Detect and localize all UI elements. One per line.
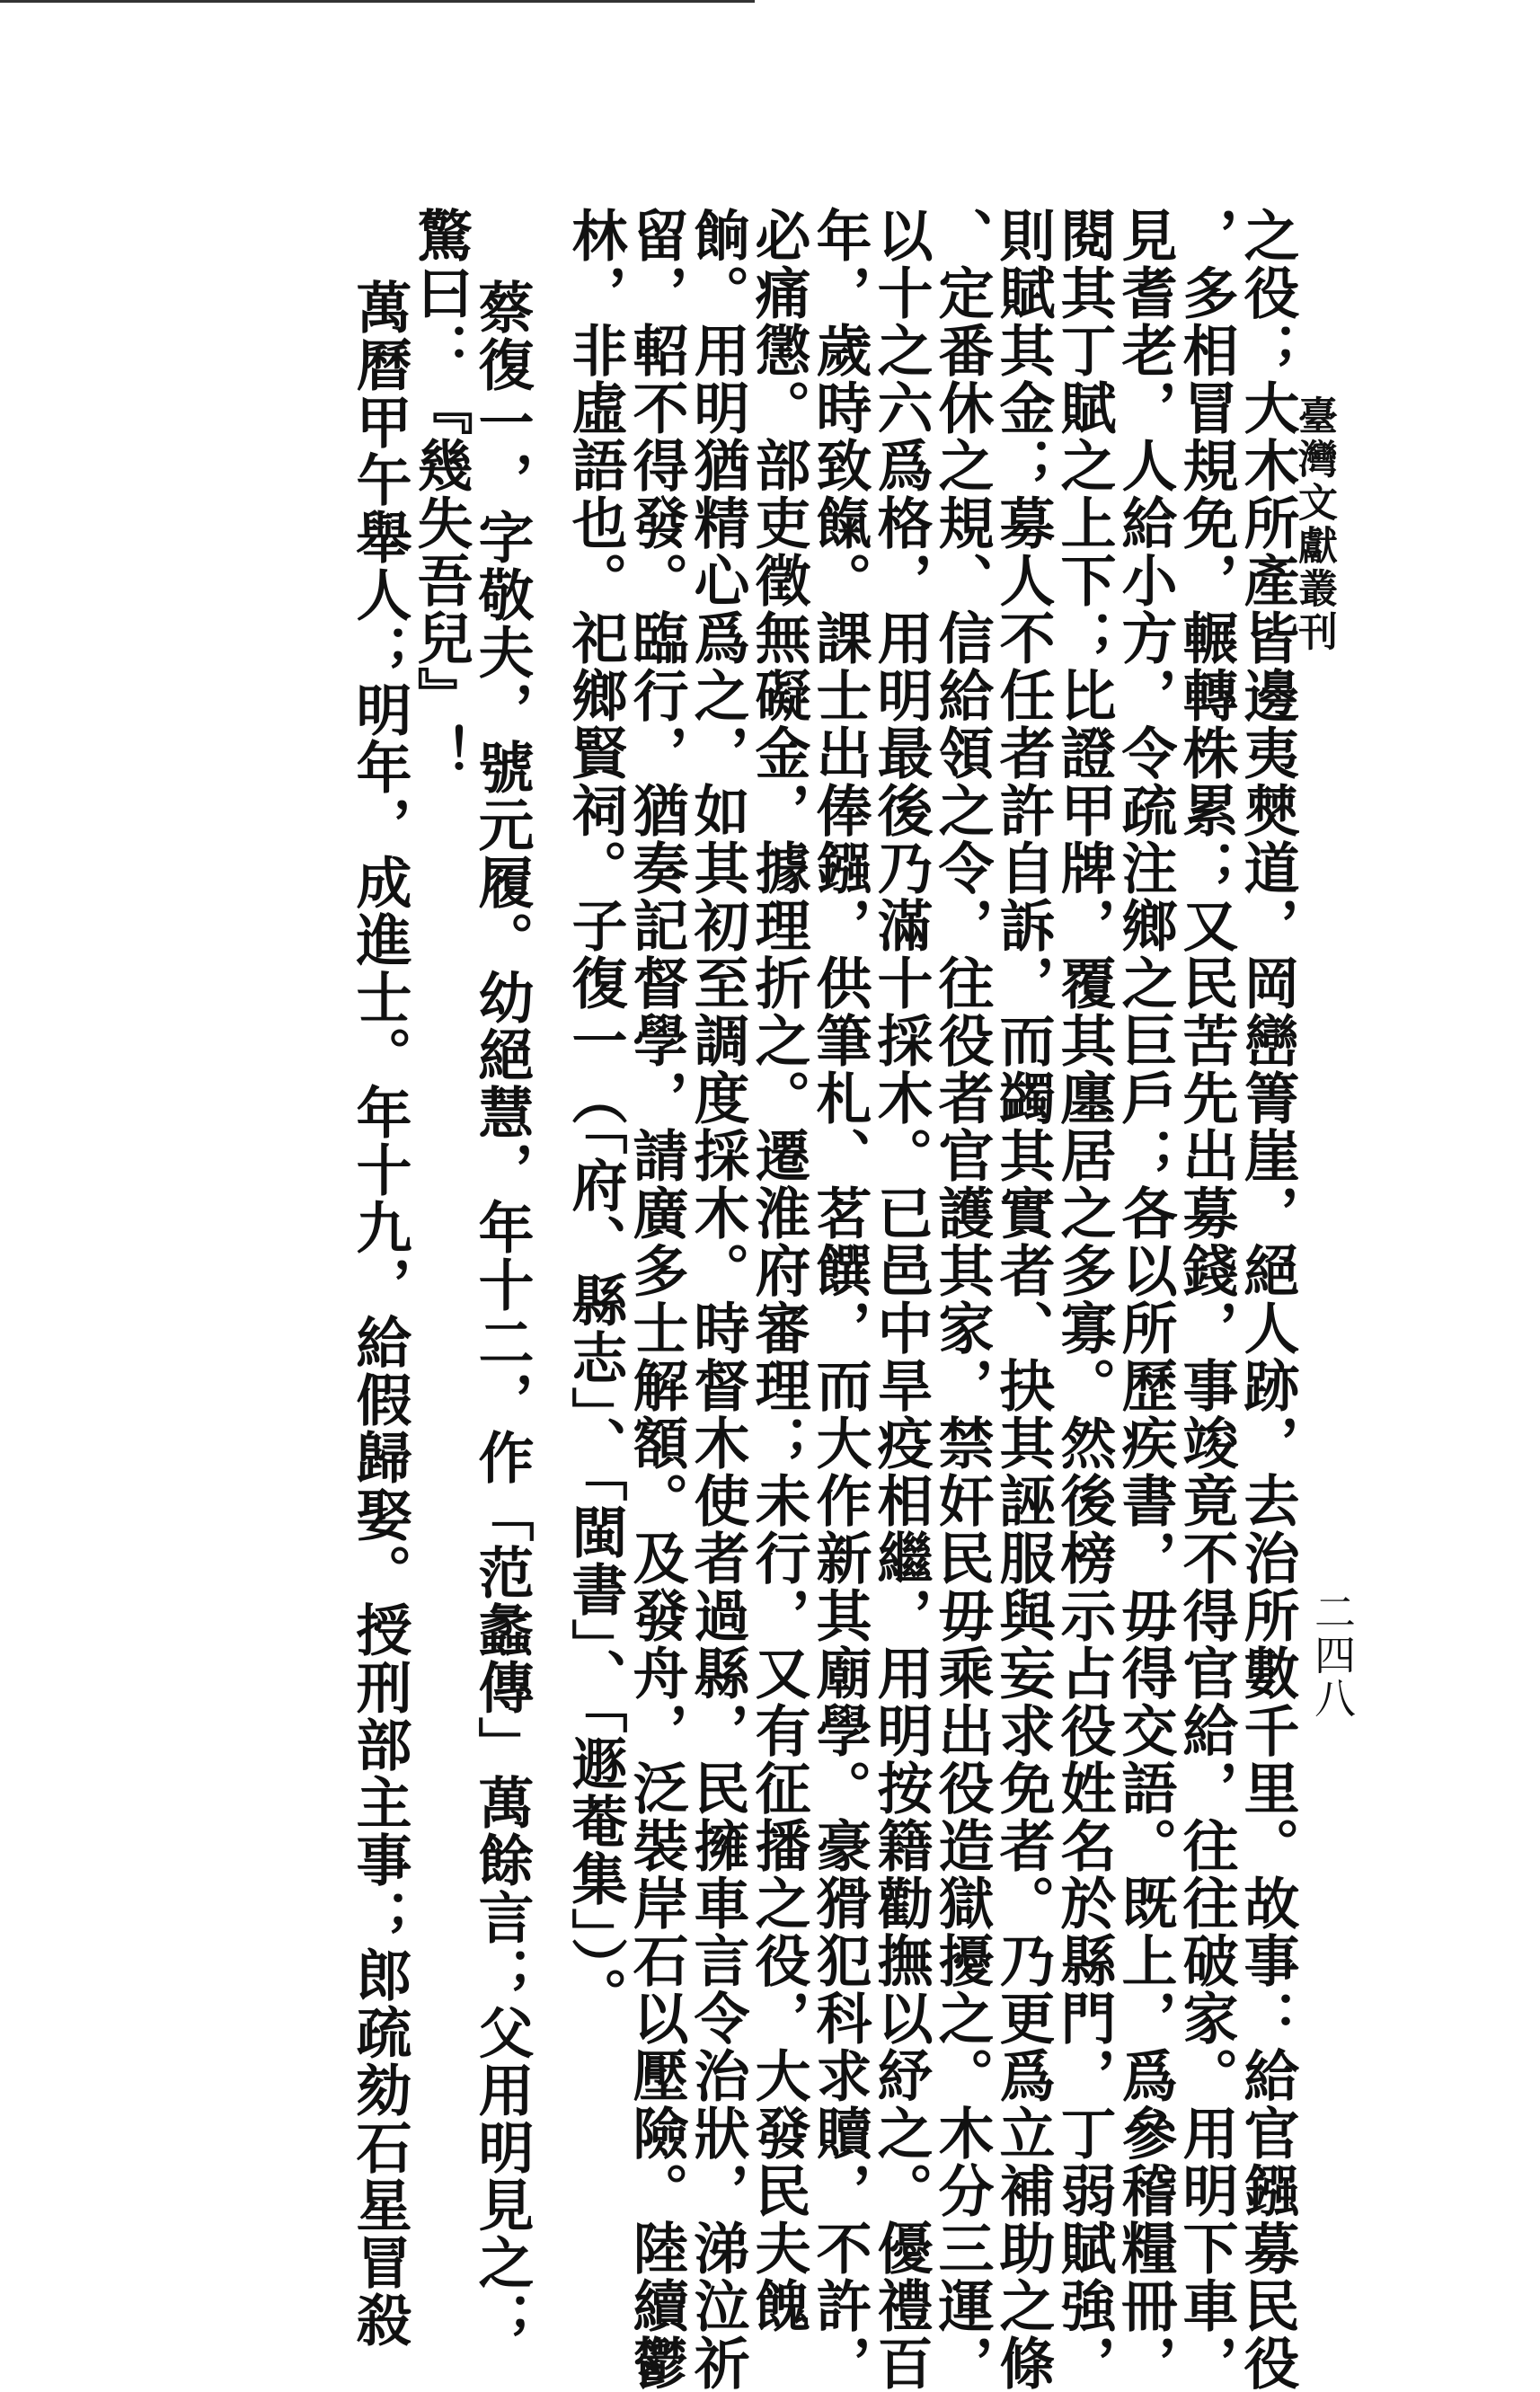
text-column: 蔡復一，字敬夫，號元履。幼絕慧，年十二，作「范蠡傳」萬餘言；父用明見之； xyxy=(469,279,535,2349)
text-column: 留，軺不得發。臨行，猶奏記督學，請廣多士解額。及發舟，泛裝岸石以壓險。陸續鬱 xyxy=(624,207,689,2392)
text-column: 見耆老，人給小方，令疏注鄉之巨戶；各以所歷疾書，毋得交語。既上，爲參稽糧冊， xyxy=(1112,207,1178,2392)
text-column: 必痛懲。部吏徵無礙金，據理折之。遷淮府審理；未行，又有征播之役，大發民夫餽 xyxy=(746,207,811,2334)
text-column: 驚曰：『幾失吾兒』！ xyxy=(408,207,474,782)
text-column: 、定番休之規、信給領之令，往役者官護其家，禁奸民毋乘出役造獄擾之。木分三運， xyxy=(929,207,995,2392)
top-border-rule xyxy=(0,0,755,3)
paragraph-gap xyxy=(532,207,564,2130)
text-column: 之役；大木所產皆邊夷僰道，岡巒箐崖，絕人跡，去治所數千里。故事：給官鏹募民役 xyxy=(1235,207,1300,2392)
running-head: 臺灣文獻叢刊 xyxy=(1291,395,1337,654)
page-number: 二四八 xyxy=(1308,1590,1357,1720)
body-text xyxy=(347,207,1300,2392)
text-column: 年，歲時致餼。課士出俸鏹，供筆札、茗饌，而大作新其廟學。豪猾犯科求贖，不許， xyxy=(807,207,872,2392)
text-column: 林，非虛語也。祀鄉賢祠。子復一（「府、縣志」、「閩書」、「遯菴集」）。 xyxy=(562,207,628,2024)
text-column: 則賦其金；募人不任者許自訴，而蠲其實者、抉其誣服與妄求免者。乃更爲立補助之條 xyxy=(990,207,1056,2392)
text-column: 以十之六爲格，用明最後乃滿十採木。已邑中旱疫相繼，用明按籍勸撫以紓之。優禮百 xyxy=(868,207,934,2392)
text-column: 萬曆甲午舉人；明年，成進士。年十九，給假歸娶。授刑部主事；郎疏劾石星冒殺 xyxy=(347,279,412,2349)
text-column: 閱其丁賦之上下；比證甲牌，覆其廛居之多寡。然後榜示占役姓名於縣門，丁弱賦強， xyxy=(1051,207,1117,2392)
text-column: 餉。用明猶精心爲之，如其初至調度採木。時督木使者過縣，民擁車言令治狀，涕泣祈 xyxy=(685,207,750,2392)
text-column: ，多相冒規免，輾轉株累；又民苦先出募錢，事竣竟不得官給，往往破家。用明下車， xyxy=(1173,207,1239,2392)
